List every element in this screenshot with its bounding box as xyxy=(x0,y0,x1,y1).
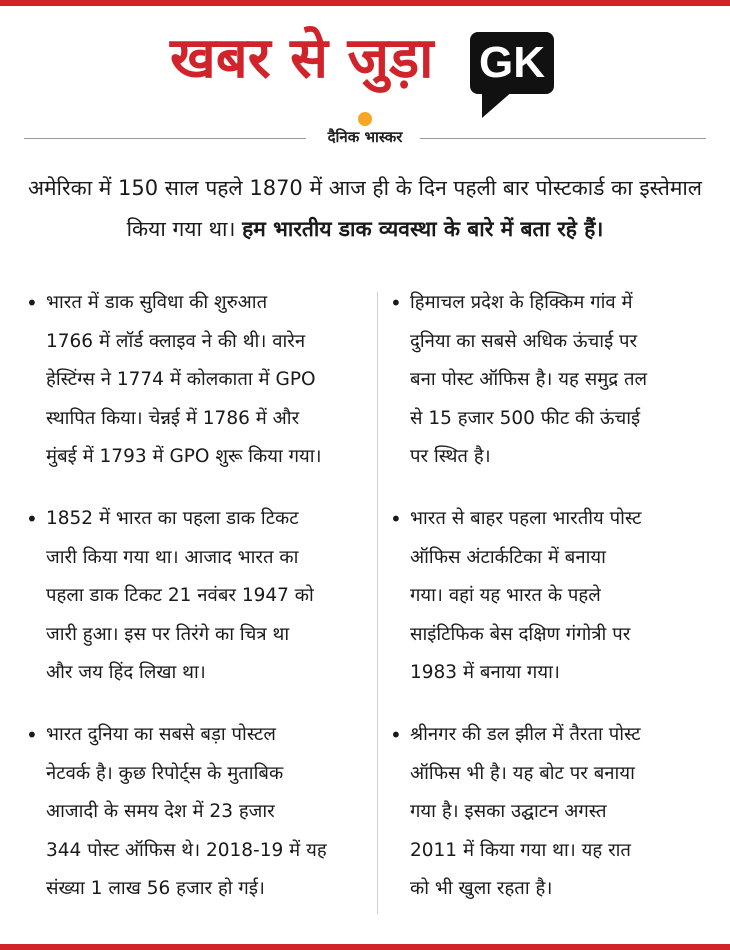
text-line: नेटवर्क है। कुछ रिपोर्ट्स के मुताबिक xyxy=(46,762,284,784)
text-line: मुंबई में 1793 में GPO शुरू किया गया। xyxy=(46,446,322,467)
text-line: बना पोस्ट ऑफिस है। यह समुद्र तल xyxy=(410,369,648,390)
list-item xyxy=(390,284,647,477)
text-line: भारत दुनिया का सबसे बड़ा पोस्टल xyxy=(46,724,276,745)
text-line: को भी खुला रहता है। xyxy=(410,878,553,899)
list-item-text xyxy=(410,284,647,477)
list-item-text xyxy=(410,500,641,693)
intro-text: अमेरिका में 150 साल पहले 1870 में आज ही के दिन पहली बार पोस्टकार्ड का इस्तेमाल किया गया था। xyxy=(27,176,703,241)
text-line: से 15 हजार 500 फीट की ऊंचाई xyxy=(410,407,641,429)
list-item-text xyxy=(46,284,322,477)
text-line: ऑफिस भी है। यह बोट पर बनाया xyxy=(410,762,635,784)
list-item xyxy=(26,284,322,477)
text-line: 344 पोस्ट ऑफिस थे। 2018-19 में यह xyxy=(46,839,327,861)
text-line: पर स्थित है। xyxy=(410,446,491,467)
text-line: 2011 में किया गया था। यह रात xyxy=(410,839,631,861)
bullet-icon: • xyxy=(26,291,38,315)
bullet-icon: • xyxy=(26,723,38,747)
bullet-icon: • xyxy=(390,291,402,315)
sun-logo-icon xyxy=(358,112,372,126)
brand-divider-right xyxy=(420,138,706,139)
bullet-icon: • xyxy=(390,723,402,747)
text-line: 1983 में बनाया गया। xyxy=(410,662,560,683)
list-item-text xyxy=(46,716,327,909)
text-line: भारत से बाहर पहला भारतीय पोस्ट xyxy=(410,508,642,529)
brand-divider-left xyxy=(24,138,306,139)
text-line: जारी हुआ। इस पर तिरंगे का चित्र था xyxy=(46,623,290,645)
bullet-icon: • xyxy=(390,507,402,531)
text-line: पहला डाक टिकट 21 नवंबर 1947 को xyxy=(46,585,314,606)
brand-name: दैनिक भास्कर xyxy=(327,128,403,146)
list-item-text xyxy=(46,500,314,693)
text-line: 1852 में भारत का पहला डाक टिकट xyxy=(46,508,299,529)
text-line: हिमाचल प्रदेश के हिक्किम गांव में xyxy=(410,292,633,313)
text-line: और जय हिंद लिखा था। xyxy=(46,662,206,683)
top-accent-bar xyxy=(0,0,730,6)
text-line: गया। वहां यह भारत के पहले xyxy=(410,585,601,606)
text-line: भारत में डाक सुविधा की शुरुआत xyxy=(46,292,268,313)
bottom-accent-bar xyxy=(0,944,730,950)
text-line: दुनिया का सबसे अधिक ऊंचाई पर xyxy=(410,330,638,352)
column-divider xyxy=(377,292,378,914)
gk-badge-label: GK xyxy=(470,32,554,94)
text-line: गया है। इसका उद्घाटन अगस्त xyxy=(410,801,607,822)
intro-paragraph xyxy=(20,168,710,250)
list-item xyxy=(390,716,641,909)
list-item xyxy=(390,500,641,693)
text-line: आजादी के समय देश में 23 हजार xyxy=(46,801,275,822)
page-title: खबर से जुड़ा xyxy=(170,26,434,91)
list-item-text xyxy=(410,716,641,909)
gk-speech-badge xyxy=(470,32,554,118)
text-line: साइंटिफिक बेस दक्षिण गंगोत्री पर xyxy=(410,623,631,645)
text-line: जारी किया गया था। आजाद भारत का xyxy=(46,546,299,568)
header xyxy=(0,20,730,110)
brand-row xyxy=(0,110,730,150)
text-line: ऑफिस अंटार्कटिका में बनाया xyxy=(410,546,606,568)
list-item xyxy=(26,500,314,693)
text-line: स्थापित किया। चेन्नई में 1786 में और xyxy=(46,407,300,429)
text-line: श्रीनगर की डल झील में तैरता पोस्ट xyxy=(410,724,641,745)
list-item xyxy=(26,716,327,909)
intro-bold-text: हम भारतीय डाक व्यवस्था के बारे में बता रहे हैं। xyxy=(242,217,604,241)
bullet-icon: • xyxy=(26,507,38,531)
text-line: 1766 में लॉर्ड क्लाइव ने की थी। वारेन xyxy=(46,330,306,352)
text-line: संख्या 1 लाख 56 हजार हो गई। xyxy=(46,878,265,899)
text-line: हेस्टिंग्स ने 1774 में कोलकाता में GPO xyxy=(46,369,316,390)
